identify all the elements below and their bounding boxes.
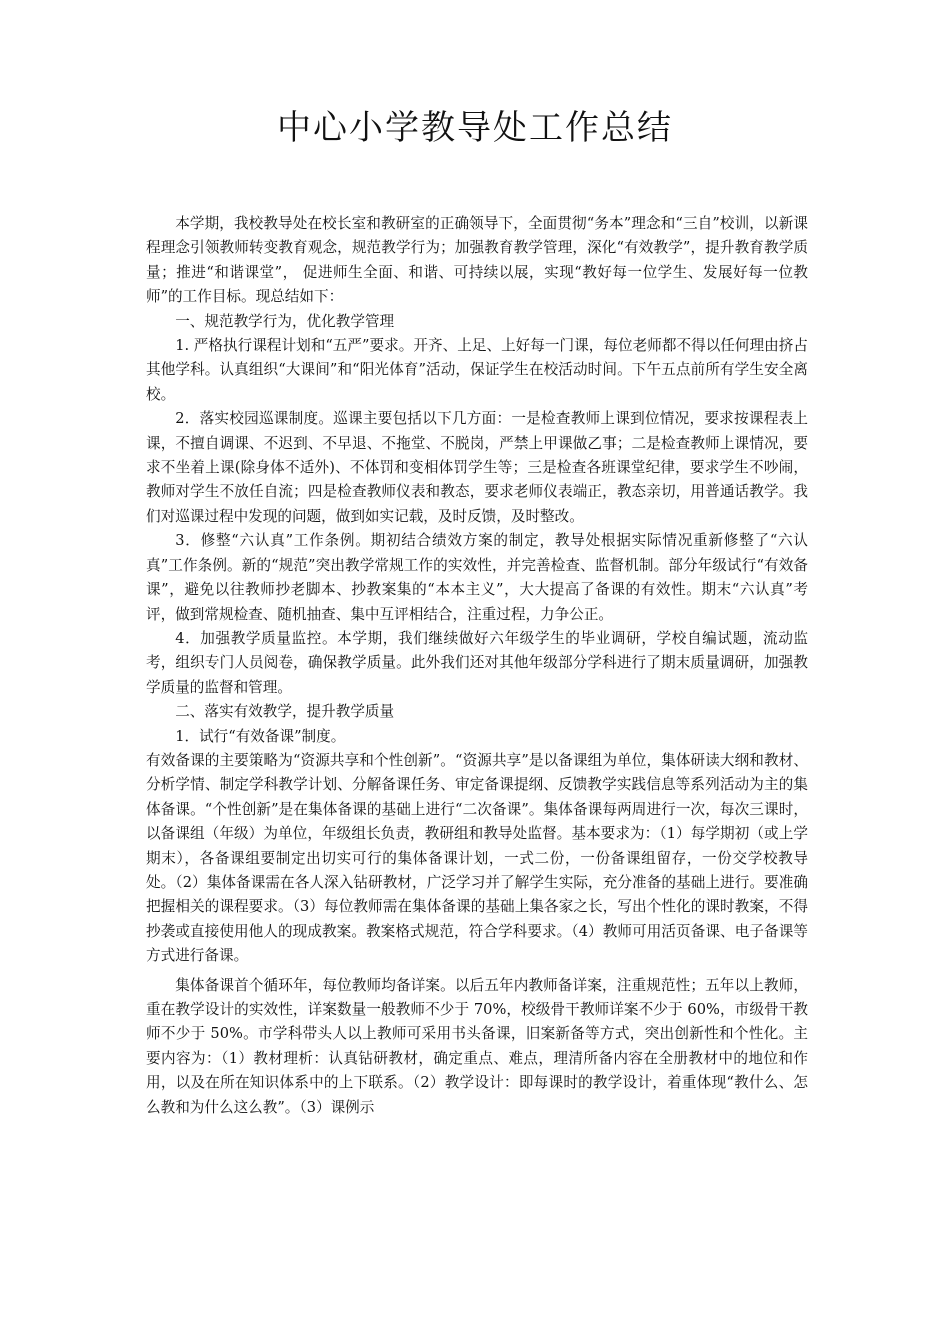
section-heading-1: 一、规范教学行为，优化教学管理 [175, 312, 395, 330]
document-title: 中心小学教导处工作总结 [277, 108, 673, 148]
paragraph-item-1-4: 4．加强教学质量监控。本学期，我们继续做好六年级学生的毕业调研，学校自编试题，流动监考，组织专门人员阅卷，确保教学质量。此外我们还对其他年级部分学科进行了期末质量调研，加强教学质量的监督和管理。 [146, 629, 808, 696]
paragraph-item-1-2: 2．落实校园巡课制度。巡课主要包括以下几方面：一是检查教师上课到位情况，要求按课程表上课，不擅自调课、不迟到、不早退、不拖堂、不脱岗，严禁上甲课做乙事；二是检查教师上课情况，要求不坐着上课(除身体不适外)、不体罚和变相体罚学生等；三是检查各班课堂纪律，要求学生不吵闹，教师对学生不放任自流；四是检查教师仪表和教态，要求老师仪表端正，教态亲切，用普通话教学。我们对巡课过程中发现的问题，做到如实记载，及时反馈，及时整改。 [146, 410, 808, 525]
paragraph-item-1-3: 3．修整“六认真”工作条例。期初结合绩效方案的制定，教导处根据实际情况重新修整了“六认真”工作条例。新的“规范”突出教学常规工作的实效性，并完善检查、监督机制。部分年级试行“有效备课”，避免以往教师抄老脚本、抄教案集的“本本主义”，大大提高了备课的有效性。期末“六认真”考评，做到常规检查、随机抽查、集中互评相结合，注重过程，力争公正。 [146, 532, 808, 623]
paragraph-item-1-1: 1. 严格执行课程计划和“五严”要求。开齐、上足、上好每一门课，每位老师都不得以任何理由挤占其他学科。认真组织“大课间”和“阳光体育”活动，保证学生在校活动时间。下午五点前所有学生安全离校。 [146, 337, 808, 403]
document-body [146, 212, 808, 1120]
paragraph-effective-prep: 有效备课的主要策略为“资源共享和个性创新”。“资源共享”是以备课组为单位，集体研读大纲和教材、分析学情、制定学科教学计划、分解备课任务、审定备课提纲、反馈教学实践信息等系列活动为主的集体备课。“个性创新”是在集体备课的基础上进行“二次备课”。集体备课每两周进行一次，每次三课时，以备课组（年级）为单位，年级组长负责，教研组和教导处监督。基本要求为：（1）每学期初（或上学期末），各备课组要制定出切实可行的集体备课计划，一式二份，一份备课组留存，一份交学校教导处。（2）集体备课需在各人深入钻研教材，广泛学习并了解学生实际，充分准备的基础上进行。要准确把握相关的课程要求。（3）每位教师需在集体备课的基础上集各家之长，写出个性化的课时教案，不得抄袭或直接使用他人的现成教案。教案格式规范，符合学科要求。（4）教师可用活页备课、电子备课等方式进行备课。 [146, 751, 808, 965]
paragraph-item-2-1: 1．试行“有效备课”制度。 [175, 727, 346, 745]
paragraph-collective-prep: 集体备课首个循环年，每位教师均备详案。以后五年内教师备详案，注重规范性；五年以上教师，重在教学设计的实效性，详案数量一般教师不少于 70%，校级骨干教师详案不少于 60%，市级骨干教师不少于 50%。市学科带头人以上教师可采用书头备课，旧案新备等方式，突出创新性和个性化。主要内容为：（1）教材理析：认真钻研教材，确定重点、难点，理清所备内容在全册教材中的地位和作用，以及在所在知识体系中的上下联系。（2）教学设计：即每课时的教学设计，着重体现“教什么、怎么教和为什么这么教”。（3）课例示 [146, 976, 808, 1116]
section-heading-2: 二、落实有效教学，提升教学质量 [175, 703, 395, 721]
paragraph-intro: 本学期，我校教导处在校长室和教研室的正确领导下，全面贯彻“务本”理念和“三自”校训，以新课程理念引领教师转变教育观念，规范教学行为；加强教育教学管理，深化“有效教学”，提升教育教学质量；推进“和谐课堂”， 促进师生全面、和谐、可持续以展，实现“教好每一位学生、发展好每一位教师”的工作目标。现总结如下： [146, 215, 808, 306]
